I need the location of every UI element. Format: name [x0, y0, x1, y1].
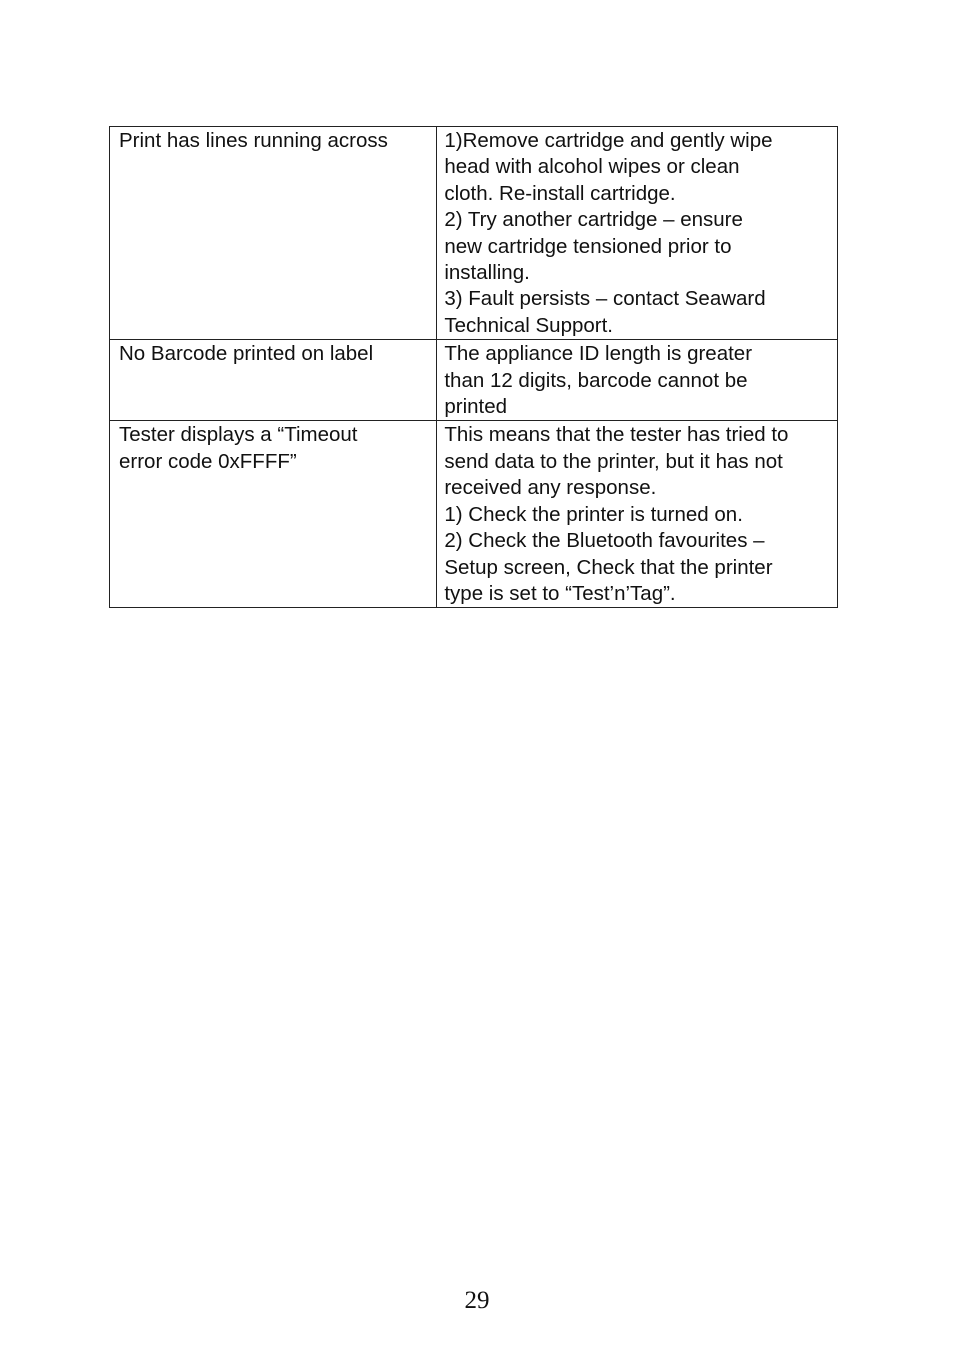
solution-line: Technical Support.	[444, 313, 613, 337]
problem-line: No Barcode printed on label	[119, 342, 374, 366]
solution-cell	[437, 127, 838, 340]
solution-line: 2) Check the Bluetooth favourites –	[444, 529, 765, 553]
solution-line: new cartridge tensioned prior to	[444, 234, 732, 258]
solution-cell	[437, 421, 838, 608]
solution-line: 1) Check the printer is turned on.	[444, 502, 743, 526]
solution-line: 3) Fault persists – contact Seaward	[444, 287, 766, 311]
solution-line: The appliance ID length is greater	[444, 342, 753, 366]
problem-cell	[110, 340, 437, 421]
problem-cell	[110, 421, 437, 608]
solution-line: than 12 digits, barcode cannot be	[444, 368, 748, 392]
solution-line: 1)Remove cartridge and gently wipe	[444, 129, 773, 152]
solution-line: cloth. Re-install cartridge.	[444, 181, 676, 205]
solution-line: printed	[444, 395, 508, 419]
troubleshooting-table	[109, 126, 838, 608]
problem-cell	[110, 127, 437, 340]
solution-line: 2) Try another cartridge – ensure	[444, 208, 743, 232]
solution-cell	[437, 340, 838, 421]
table-row	[110, 127, 838, 340]
page-number: 29	[464, 1287, 490, 1314]
table-row	[110, 340, 838, 421]
solution-line: This means that the tester has tried to	[444, 423, 789, 447]
solution-line: head with alcohol wipes or clean	[444, 155, 740, 179]
problem-line: Print has lines running across	[119, 129, 388, 152]
solution-line: send data to the printer, but it has not	[444, 449, 783, 473]
solution-line: received any response.	[444, 476, 657, 500]
solution-line: type is set to “Test’n’Tag”.	[444, 581, 676, 605]
problem-line: Tester displays a “Timeout	[119, 423, 358, 447]
solution-line: installing.	[444, 261, 530, 285]
solution-line: Setup screen, Check that the printer	[444, 555, 773, 579]
table-row	[110, 421, 838, 608]
problem-line: error code 0xFFFF”	[119, 449, 297, 473]
